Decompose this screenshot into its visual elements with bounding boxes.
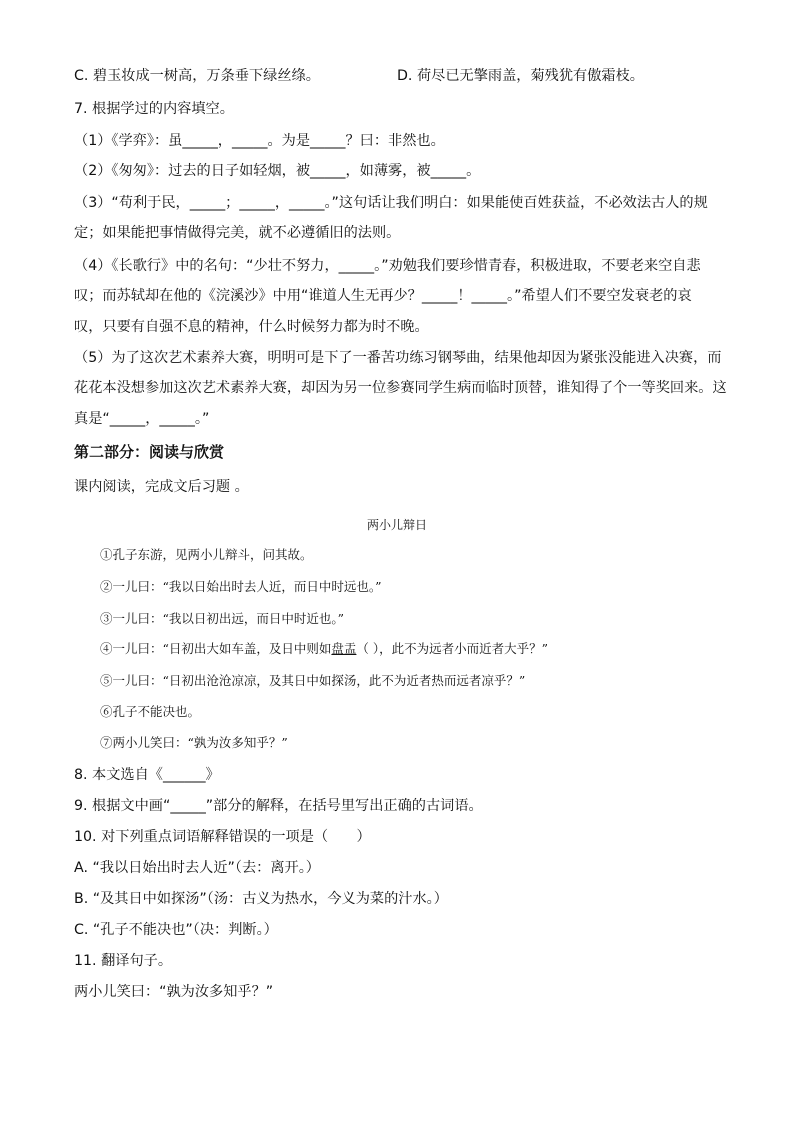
q7-item-5-line3: 真是“_____，_____。” bbox=[74, 411, 210, 427]
q7-item-4-line1: （4）《长歌行》中的名句：“少壮不努力，_____。”劝勉我们要珍惜青春，积极进取，不要老来空自悲 bbox=[74, 258, 701, 274]
passage-title: 两小儿辩日 bbox=[366, 518, 427, 532]
passage-para-3: ③一儿曰：“我以日初出远，而日中时近也。” bbox=[100, 611, 345, 626]
q7-item-3-line1: （3）“苟利于民，_____；_____，_____。”这句话让我们明白：如果能使百姓获益，不必效法古人的规 bbox=[74, 195, 708, 211]
q7-stem: 7. 根据学过的内容填空。 bbox=[74, 101, 234, 117]
part2-intro: 课内阅读，完成文后习题 。 bbox=[74, 479, 249, 495]
q7-item-1: （1）《学弈》：虽_____，_____。为是_____？曰：非然也。 bbox=[74, 133, 445, 149]
question-10-option-c: C. “孔子不能决也”（决：判断。） bbox=[74, 922, 278, 938]
passage-para-6: ⑥孔子不能决也。 bbox=[100, 704, 201, 719]
q6-option-d: D. 荷尽已无擎雨盖，菊残犹有傲霜枝。 bbox=[397, 68, 644, 84]
question-11: 11. 翻译句子。 bbox=[74, 953, 173, 969]
passage-para-1: ①孔子东游，见两小儿辩斗，问其故。 bbox=[100, 547, 313, 562]
passage-para-2: ②一儿曰：“我以日始出时去人近，而日中时远也。” bbox=[100, 579, 382, 594]
q7-item-5-line1: （5）为了这次艺术素养大赛，明明可是下了一番苦功练习钢琴曲，结果他却因为紧张没能进入决赛，而 bbox=[74, 350, 722, 366]
q6-option-c: C. 碧玉妆成一树高，万条垂下绿丝绦。 bbox=[74, 68, 320, 84]
question-11-sentence: 两小儿笑曰：“孰为汝多知乎？” bbox=[74, 984, 274, 1000]
q6-options-row bbox=[74, 66, 724, 86]
q7-item-2: （2）《匆匆》：过去的日子如轻烟，被_____，如薄雾，被_____。 bbox=[74, 163, 481, 179]
passage-underlined-phrase: 盘盂 bbox=[331, 641, 357, 656]
passage-para-4 bbox=[100, 640, 720, 658]
passage-para-4-end: （ ），此不为远者小而近者大乎？” bbox=[356, 641, 549, 656]
question-10-option-a: A. “我以日始出时去人近”（去：离开。） bbox=[74, 860, 320, 876]
passage-para-5: ⑤一儿曰：“日初出沧沧凉凉，及其日中如探汤，此不为近者热而远者凉乎？” bbox=[100, 673, 526, 688]
q7-item-4-line3: 叹，只要有自强不息的精神，什么时候努力都为时不晚。 bbox=[74, 319, 429, 335]
question-10: 10. 对下列重点词语解释错误的一项是（ ） bbox=[74, 829, 371, 845]
q7-item-4-line2: 叹；而苏轼却在他的《浣溪沙》中用“谁道人生无再少？_____！_____。”希望人们不要空发衰老的哀 bbox=[74, 288, 692, 304]
part2-heading: 第二部分：阅读与欣赏 bbox=[74, 443, 225, 461]
question-10-option-b: B. “及其日中如探汤”（汤：古义为热水，今义为菜的汁水。） bbox=[74, 891, 448, 907]
question-9: 9. 根据文中画“_____”部分的解释，在括号里写出正确的古词语。 bbox=[74, 798, 483, 814]
question-8: 8. 本文选自《______》 bbox=[74, 767, 220, 783]
q7-item-5-line2: 花花本没想参加这次艺术素养大赛，却因为另一位参赛同学生病而临时顶替，谁知得了个一等奖回来。这 bbox=[74, 380, 727, 396]
passage-para-4-start: ④一儿曰：“日初出大如车盖，及日中则如 bbox=[100, 641, 332, 656]
q7-item-3-line2: 定；如果能把事情做得完美，就不必遵循旧的法则。 bbox=[74, 225, 401, 241]
passage-para-7: ⑦两小儿笑曰：“孰为汝多知乎？” bbox=[100, 735, 288, 750]
